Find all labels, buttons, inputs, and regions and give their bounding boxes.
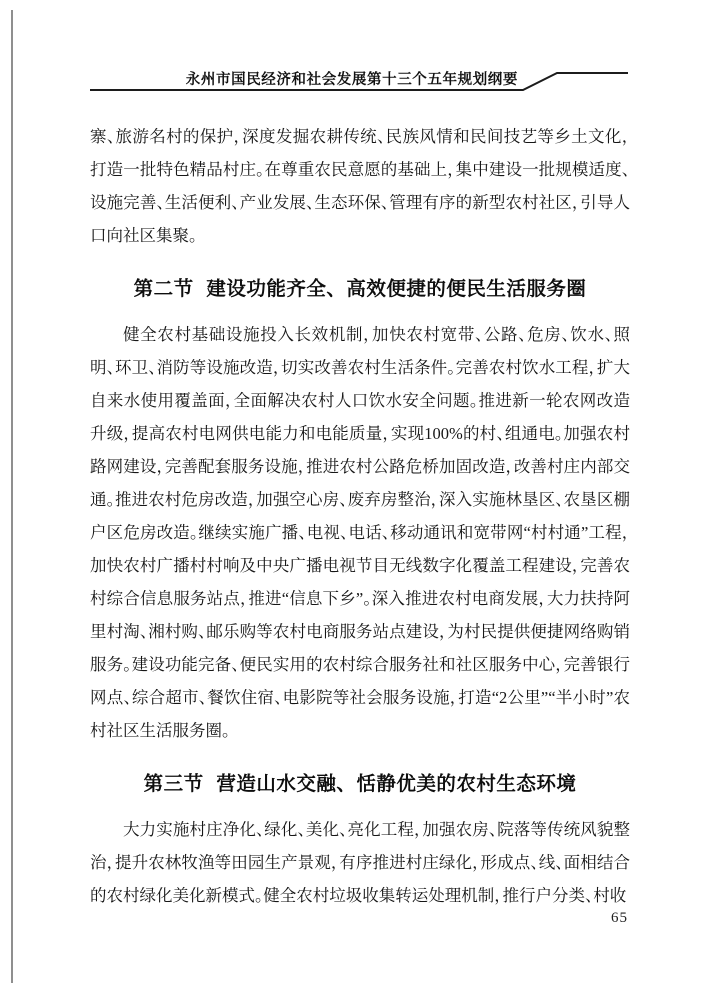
section-heading-3: 第三节 营造山水交融、恬静优美的农村生态环境: [143, 773, 577, 795]
paragraph-section-2: 健全农村基础设施投入长效机制，加快农村宽带、公路、危房、饮水、照明、环卫、消防等设施改造，切实改善农村生活条件。完善农村饮水工程，扩大自来水使用覆盖面，全面解决农村人口饮水安全问题。推进新一轮农网改造升级，提高农村电网供电能力和电能质量，实现100%的村、组通电。加强农村路网建设，完善配套服务设施，推进农村公路危桥加固改造，改善村庄内部交通。推进农村危房改造，加强空心房、废弃房整治，深入实施林垦区、农垦区棚户区危房改造。继续实施广播、电视、电话、移动通讯和宽带网“村村通”工程，加快农村广播村村响及中央广播电视节目无线数字化覆盖工程建设，完善农村综合信息服务站点，推进“信息下乡”。深入推进农村电商发展，大力扶持阿里村淘、湘村购、邮乐购等农村电商服务站点建设，为村民提供便捷网络购销服务。建设功能完备、便民实用的农村综合服务社和社区服务中心，完善银行网点、综合超市、餐饮住宿、电影院等社会服务设施，打造“2公里”“半小时”农村社区生活服务圈。: [90, 325, 630, 740]
page-number: 65: [611, 910, 628, 926]
scan-edge-line: [11, 10, 13, 983]
paragraph-continuation: 寨、旅游名村的保护，深度发掘农耕传统、民族风情和民间技艺等乡土文化，打造一批特色精品村庄。在尊重农民意愿的基础上，集中建设一批规模适度、设施完善、生活便利、产业发展、生态环保、管理有序的新型农村社区，引导人口向社区集聚。: [90, 127, 630, 245]
page-content: [90, 0, 630, 912]
running-head-rule: [90, 71, 630, 92]
section-heading-2: 第二节 建设功能齐全、高效便捷的便民生活服务圈: [133, 278, 587, 300]
running-head-title: 永州市国民经济和社会发展第十三个五年规划纲要: [185, 72, 518, 88]
paragraph-section-3: 大力实施村庄净化、绿化、美化、亮化工程，加强农房、院落等传统风貌整治，提升农林牧渔等田园生产景观，有序推进村庄绿化，形成点、线、面相结合的农村绿化美化新模式。健全农村垃圾收集转运处理机制，推行户分类、村收: [90, 820, 630, 905]
running-head: [90, 54, 630, 92]
